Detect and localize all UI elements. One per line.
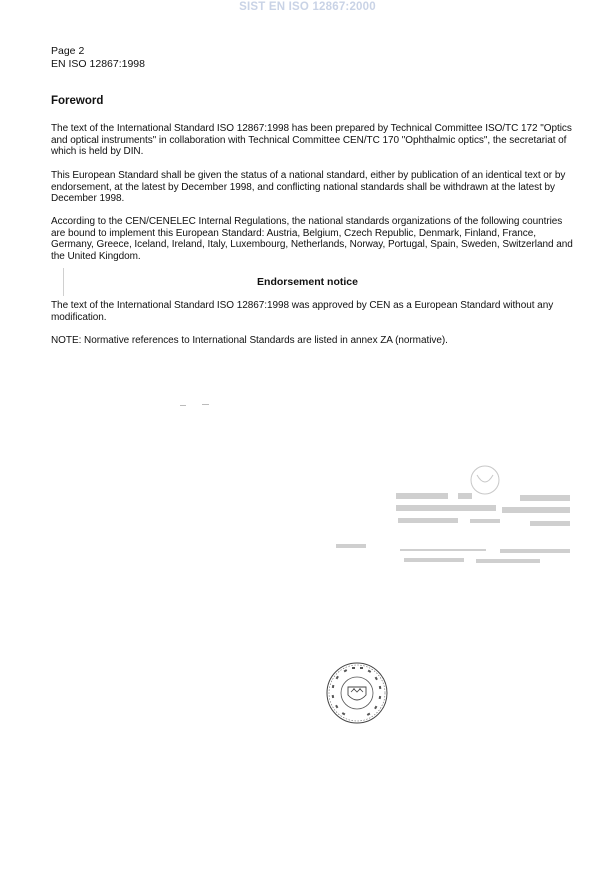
foreword-paragraph-2: This European Standard shall be given the status of a national standard, either by publication of an identical text or by endorsement, at the latest by December 1998, and conflicting national standards shall be withdrawn at the latest by December 1998. [51,170,566,205]
watermark-title: SIST EN ISO 12867:2000 [239,1,376,13]
foreword-heading: Foreword [51,95,104,107]
scan-mark-dash-2 [202,404,209,405]
document-id: EN ISO 12867:1998 [51,57,145,70]
foreword-paragraph-3: According to the CEN/CENELEC Internal Regulations, the national standards organizations of the following countries are bound to implement this European Standard: Austria, Belgium, Czech Republic, Denmark, Finland, France, Germany, Greece, Iceland, Ireland, Italy, Luxembourg, Netherlands, Norway, Portugal, Spain, Sweden, Switzerland and the United Kingdom. [51,216,573,262]
stamp-emblem-icon [471,466,499,494]
foreword-paragraph-1: The text of the International Standard ISO 12867:1998 has been prepared by Technical Committee ISO/TC 172 "Optics and optical instruments" in collaboration with Technical Committee CEN/TC 170 "Ophthalmic optics", the secretariat of which is held by DIN. [51,123,572,158]
page-header [51,45,145,70]
page-number: Page 2 [51,45,85,57]
endorsement-heading: Endorsement notice [257,276,358,288]
library-stamp [330,455,590,585]
endorsement-paragraph: The text of the International Standard ISO 12867:1998 was approved by CEN as a European Standard without any modification. [51,300,554,323]
scan-mark-dash-1 [180,405,186,406]
official-seal-icon [326,662,388,724]
normative-note: NOTE: Normative references to International Standards are listed in annex ZA (normative). [51,335,448,346]
scan-mark-left [63,268,64,296]
